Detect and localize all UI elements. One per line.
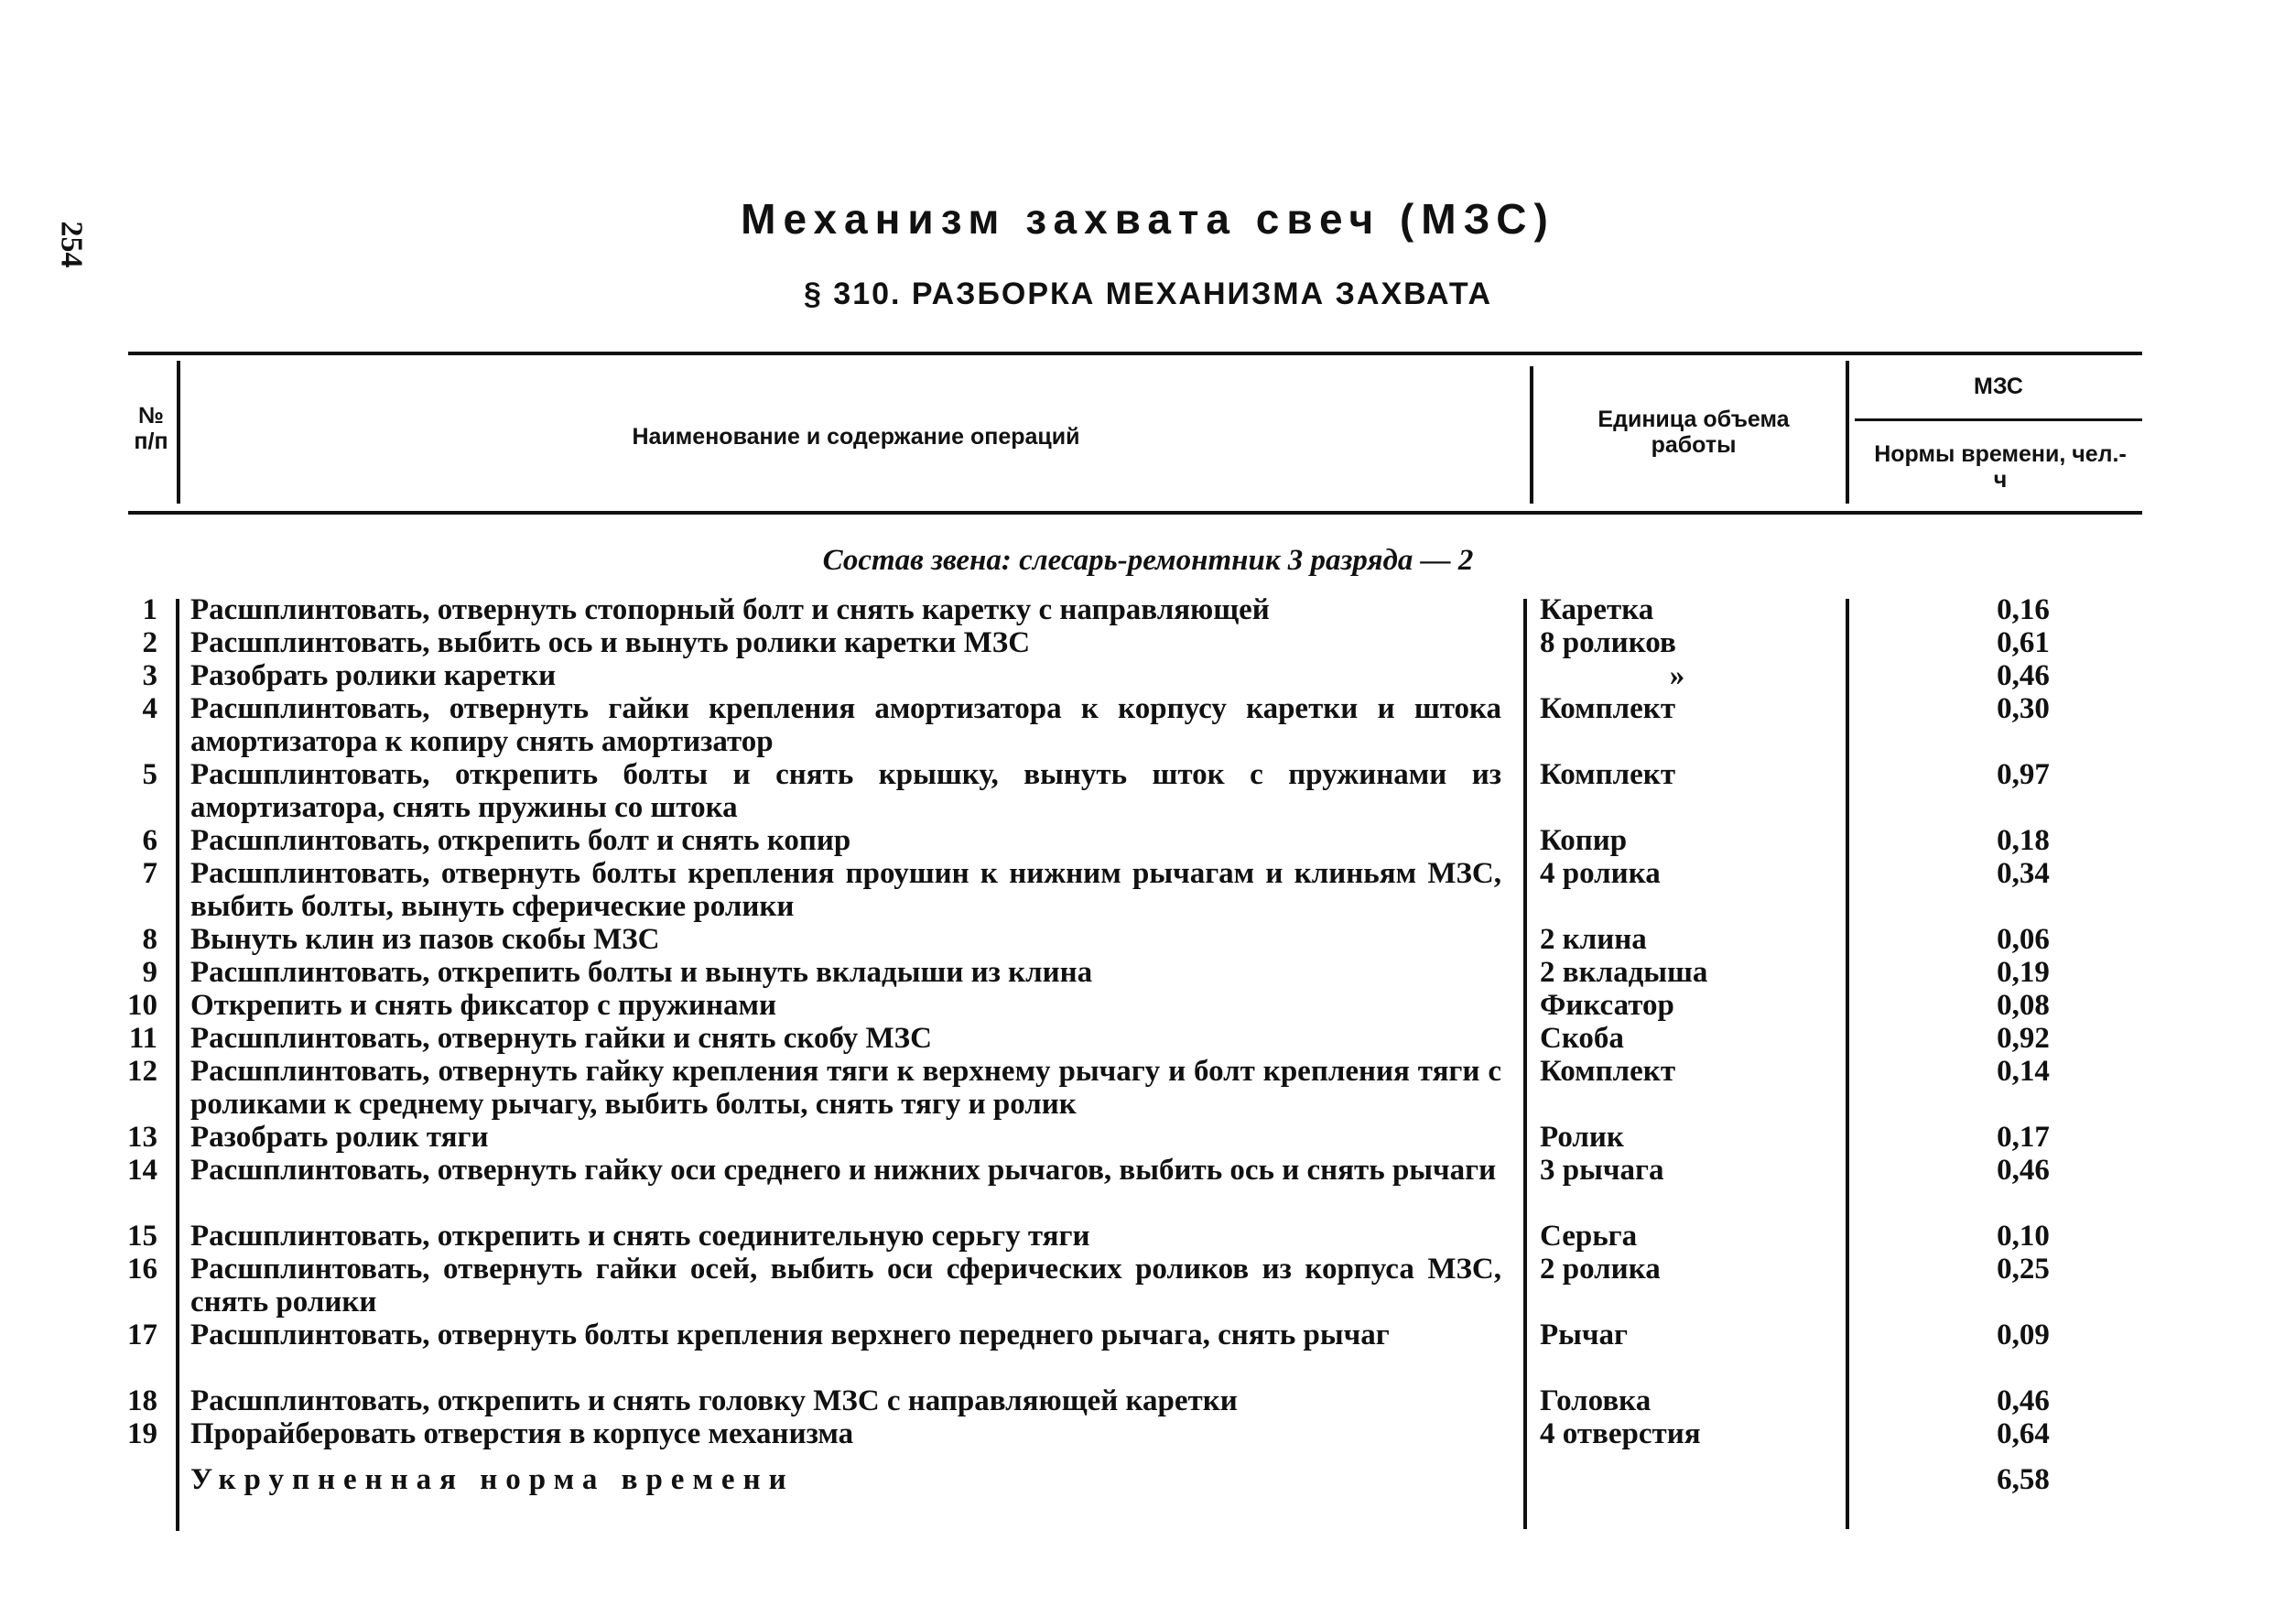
operation-name: Расшплинтовать, отвернуть гайку крепления тяги к верхнему рычагу и болт крепления тяги с роликами к среднему рычагу, выбить болты, снять тягу и ролик: [190, 1055, 1501, 1121]
time-norm: 0,06: [1997, 923, 2050, 956]
unit-of-work: Комплект: [1540, 758, 1676, 791]
unit-of-work: »: [1669, 659, 1685, 692]
row-number: 9: [142, 956, 157, 989]
time-norm: 0,19: [1997, 956, 2050, 989]
row-number: 10: [127, 989, 157, 1022]
time-norm: 0,16: [1997, 593, 2050, 626]
row-number: 5: [142, 758, 157, 791]
row-number: 6: [142, 824, 157, 857]
row-number: 3: [142, 659, 157, 692]
page-number: 254: [54, 221, 89, 268]
time-norm: 0,97: [1997, 758, 2050, 791]
total-label: Укрупненная норма времени: [190, 1463, 795, 1496]
time-norm: 0,46: [1997, 1154, 2050, 1187]
unit-of-work: Каретка: [1540, 593, 1654, 626]
row-number: 11: [128, 1022, 157, 1055]
row-number: 7: [142, 857, 157, 890]
time-norm: 0,25: [1997, 1253, 2050, 1286]
header-divider-2: [1530, 366, 1533, 504]
row-number: 19: [127, 1417, 157, 1450]
row-number: 16: [127, 1253, 157, 1286]
operation-name: Расшплинтовать, открепить болт и снять копир: [190, 824, 851, 857]
row-number: 17: [127, 1319, 157, 1351]
unit-of-work: 4 ролика: [1540, 857, 1661, 890]
row-number: 8: [142, 923, 157, 956]
time-norm: 0,17: [1997, 1121, 2050, 1154]
operation-name: Расшплинтовать, открепить болты и снять крышку, вынуть шток с пружинами из амортизатора, снять пружины со штока: [190, 758, 1501, 824]
unit-of-work: 8 роликов: [1540, 626, 1676, 659]
operation-name: Расшплинтовать, открепить и снять головку МЗС с направляющей каретки: [190, 1384, 1238, 1417]
operation-name: Открепить и снять фиксатор с пружинами: [190, 989, 776, 1022]
time-norm: 0,64: [1997, 1417, 2050, 1450]
body-divider-3: [1846, 599, 1849, 1529]
row-number: 15: [127, 1220, 157, 1253]
header-subgroup-rule: [1855, 418, 2142, 421]
time-norm: 0,34: [1997, 857, 2050, 890]
time-norm: 0,18: [1997, 824, 2050, 857]
unit-of-work: 2 клина: [1540, 923, 1647, 956]
operation-name: Расшплинтовать, отвернуть болты крепления проушин к нижним рычагам и клиньям МЗС, выбить болты, вынуть сферические ролики: [190, 857, 1501, 923]
header-divider-3: [1846, 361, 1849, 504]
row-number: 14: [127, 1154, 157, 1187]
operation-name: Расшплинтовать, открепить болты и вынуть вкладыши из клина: [190, 956, 1093, 989]
operation-name: Расшплинтовать, отвернуть гайки крепления амортизатора к корпусу каретки и штока амортизатора к копиру снять амортизатор: [190, 692, 1501, 758]
unit-of-work: Комплект: [1540, 1055, 1676, 1088]
operation-name: Расшплинтовать, отвернуть гайки осей, выбить оси сферических роликов из корпуса МЗС, снять ролики: [190, 1253, 1501, 1319]
body-divider-2: [1523, 599, 1527, 1529]
time-norm: 0,10: [1997, 1220, 2050, 1253]
total-value: 6,58: [1997, 1463, 2050, 1496]
operation-name: Прорайберовать отверстия в корпусе механизма: [190, 1417, 854, 1450]
header-num: № п/п: [134, 403, 168, 454]
unit-of-work: Рычаг: [1540, 1319, 1629, 1351]
crew-composition: Состав звена: слесарь-ремонтник 3 разряда — 2: [822, 544, 1474, 577]
operation-name: Разобрать ролики каретки: [190, 659, 557, 692]
time-norm: 0,92: [1997, 1022, 2050, 1055]
row-number: 18: [127, 1384, 157, 1417]
header-bottom-rule: [128, 511, 2142, 515]
unit-of-work: 3 рычага: [1540, 1154, 1664, 1187]
section-title: § 310. РАЗБОРКА МЕХАНИЗМА ЗАХВАТА: [803, 277, 1493, 311]
time-norm: 0,46: [1997, 659, 2050, 692]
header-divider-1: [177, 361, 180, 504]
time-norm: 0,46: [1997, 1384, 2050, 1417]
unit-of-work: Ролик: [1540, 1121, 1624, 1154]
header-norm: Нормы времени, чел.-ч: [1874, 441, 2127, 493]
unit-of-work: 2 вкладыша: [1540, 956, 1708, 989]
header-unit: Единица объема работы: [1597, 407, 1790, 458]
header-group: МЗС: [1974, 374, 2023, 399]
body-divider-1: [176, 599, 179, 1531]
operation-name: Расшплинтовать, выбить ось и вынуть ролики каретки МЗС: [190, 626, 1031, 659]
operation-name: Расшплинтовать, отвернуть гайки и снять скобу МЗС: [190, 1022, 932, 1055]
unit-of-work: Копир: [1540, 824, 1628, 857]
unit-of-work: Комплект: [1540, 692, 1676, 725]
row-number: 1: [142, 593, 157, 626]
row-number: 2: [142, 626, 157, 659]
operation-name: Вынуть клин из пазов скобы МЗС: [190, 923, 660, 956]
page-title: Механизм захвата свеч (МЗС): [741, 195, 1555, 243]
time-norm: 0,09: [1997, 1319, 2050, 1351]
header-top-rule: [128, 352, 2142, 355]
row-number: 13: [127, 1121, 157, 1154]
unit-of-work: Головка: [1540, 1384, 1652, 1417]
unit-of-work: Скоба: [1540, 1022, 1624, 1055]
operation-name: Расшплинтовать, отвернуть стопорный болт и снять каретку с направляющей: [190, 593, 1270, 626]
operation-name: Расшплинтовать, отвернуть болты крепления верхнего переднего рычага, снять рычаг: [190, 1319, 1390, 1351]
row-number: 4: [142, 692, 157, 725]
row-number: 12: [127, 1055, 157, 1088]
unit-of-work: Фиксатор: [1540, 989, 1674, 1022]
operation-name: Разобрать ролик тяги: [190, 1121, 489, 1154]
time-norm: 0,61: [1997, 626, 2050, 659]
unit-of-work: 4 отверстия: [1540, 1417, 1701, 1450]
unit-of-work: 2 ролика: [1540, 1253, 1661, 1286]
operation-name: Расшплинтовать, открепить и снять соединительную серьгу тяги: [190, 1220, 1090, 1253]
operation-name: Расшплинтовать, отвернуть гайку оси среднего и нижних рычагов, выбить ось и снять рычаги: [190, 1154, 1497, 1187]
time-norm: 0,30: [1997, 692, 2050, 725]
time-norm: 0,14: [1997, 1055, 2050, 1088]
header-name: Наименование и содержание операций: [632, 424, 1080, 450]
unit-of-work: Серьга: [1540, 1220, 1638, 1253]
time-norm: 0,08: [1997, 989, 2050, 1022]
